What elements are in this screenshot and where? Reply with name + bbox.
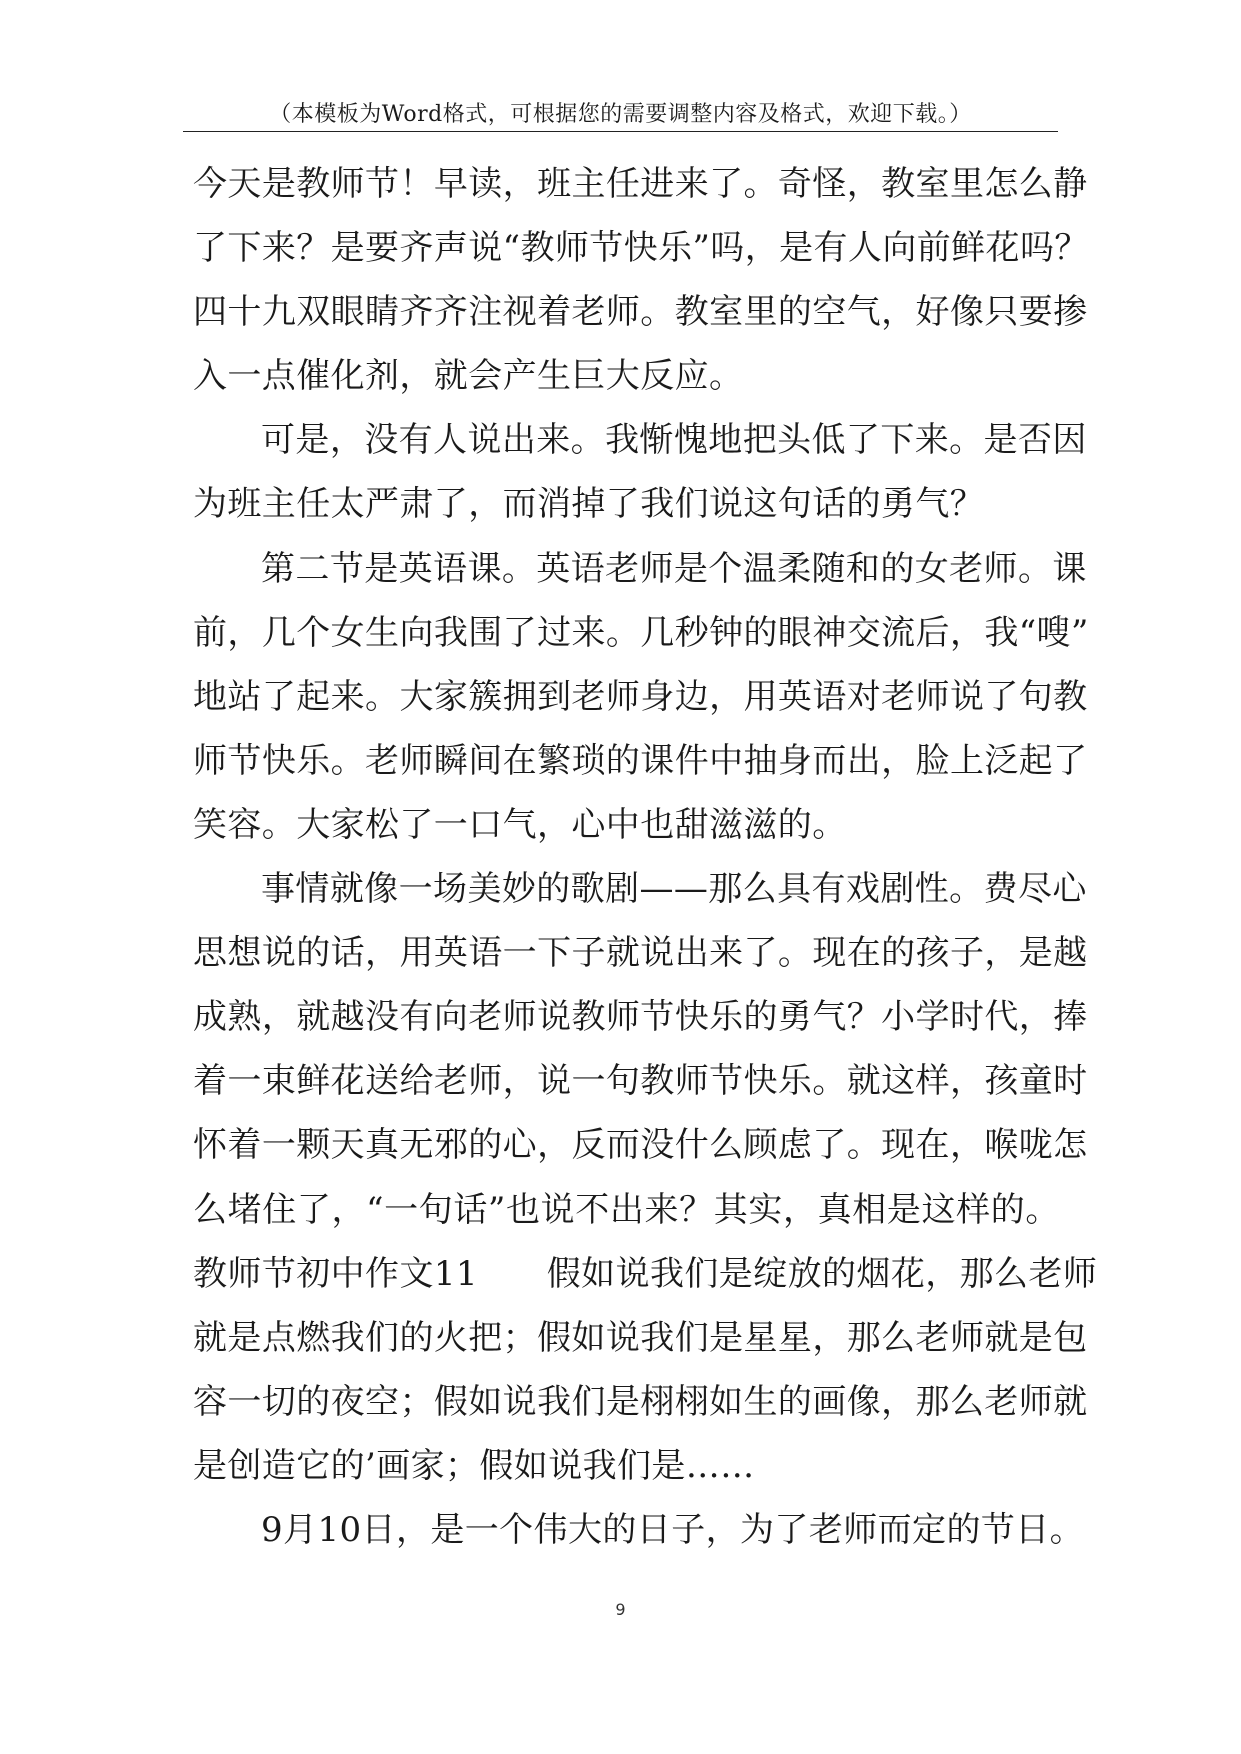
page-number: 9 [615, 1600, 626, 1619]
essay-body [193, 152, 1098, 1562]
text-line: 怀 着 一 颗 天 真 无 邪 的 心 ， 反 而 没 什 么 顾 虑 了 。 现 在 ， 喉 咙 怎 [193, 1125, 1088, 1166]
text-line: 是创造它的’画家；假如说我们是…… [193, 1445, 755, 1486]
text-line: 四 十 九 双 眼 睛 齐 齐 注 视 着 老 师 。 教 室 里 的 空 气 ， 好 像 只 要 掺 [193, 292, 1088, 333]
text-line: 着 一 束 鲜 花 送 给 老 师 ， 说 一 句 教 师 节 快 乐 。 就 这 样 ， 孩 童 时 [193, 1061, 1088, 1102]
text-line: 师 节 快 乐 。 老 师 瞬 间 在 繁 琐 的 课 件 中 抽 身 而 出 ， 脸 上 泛 起 了 [193, 740, 1088, 781]
text-line: 教 师 节 初 中 作 文 1 1 假 如 说 我 们 是 绽 放 的 烟 花 ， 那 么 老 师 [193, 1253, 1098, 1294]
text-line: 今 天 是 教 师 节 ！ 早 读 ， 班 主 任 进 来 了 。 奇 怪 ， 教 室 里 怎 么 静 [193, 164, 1088, 204]
text-line: 为班主任太严肃了，而消掉了我们说这句话的勇气？ [193, 484, 985, 525]
text-line: 思 想 说 的 话 ， 用 英 语 一 下 子 就 说 出 来 了 。 现 在 的 孩 子 ， 是 越 [193, 933, 1088, 974]
text-line: 可 是 ， 没 有 人 说 出 来 。 我 惭 愧 地 把 头 低 了 下 来 。 是 否 因 [261, 420, 1087, 461]
text-line: 地 站 了 起 来 。 大 家 簇 拥 到 老 师 身 边 ， 用 英 语 对 老 师 说 了 句 教 [193, 676, 1088, 717]
text-line: 入一点催化剂，就会产生巨大反应。 [193, 356, 744, 397]
template-note-header: （本模板为Word格式，可根据您的需要调整内容及格式，欢迎下载。） [269, 102, 972, 127]
text-line: 么 堵 住 了 ， “ 一 句 话 ” 也 说 不 出 来 ？ 其 实 ， 真 相 是 这 样 的 。 [193, 1189, 1060, 1230]
text-line: 笑容。大家松了一口气，心中也甜滋滋的。 [193, 804, 847, 845]
text-line: 了 下 来 ？ 是 要 齐 声 说 “ 教 师 节 快 乐 ” 吗 ， 是 有 人 向 前 鲜 花 吗 ？ [193, 228, 1089, 269]
text-line: 第 二 节 是 英 语 课 。 英 语 老 师 是 个 温 柔 随 和 的 女 老 师 。 课 [261, 548, 1087, 589]
text-line: 成 熟 ， 就 越 没 有 向 老 师 说 教 师 节 快 乐 的 勇 气 ？ 小 学 时 代 ， 捧 [193, 997, 1088, 1038]
text-line: 容 一 切 的 夜 空 ； 假 如 说 我 们 是 栩 栩 如 生 的 画 像 ， 那 么 老 师 就 [193, 1381, 1088, 1422]
text-line: 9 月 1 0 日 ， 是 一 个 伟 大 的 日 子 ， 为 了 老 师 而 定 的 节 日 。 [261, 1509, 1085, 1550]
text-line: 就 是 点 燃 我 们 的 火 把 ； 假 如 说 我 们 是 星 星 ， 那 么 老 师 就 是 包 [193, 1317, 1088, 1358]
header-divider [183, 131, 1058, 132]
text-line: 事 情 就 像 一 场 美 妙 的 歌 剧 — — 那 么 具 有 戏 剧 性 。 费 尽 心 [261, 869, 1087, 910]
text-line: 前 ， 几 个 女 生 向 我 围 了 过 来 。 几 秒 钟 的 眼 神 交 流 后 ， 我 “ 嗖 ” [193, 612, 1089, 653]
